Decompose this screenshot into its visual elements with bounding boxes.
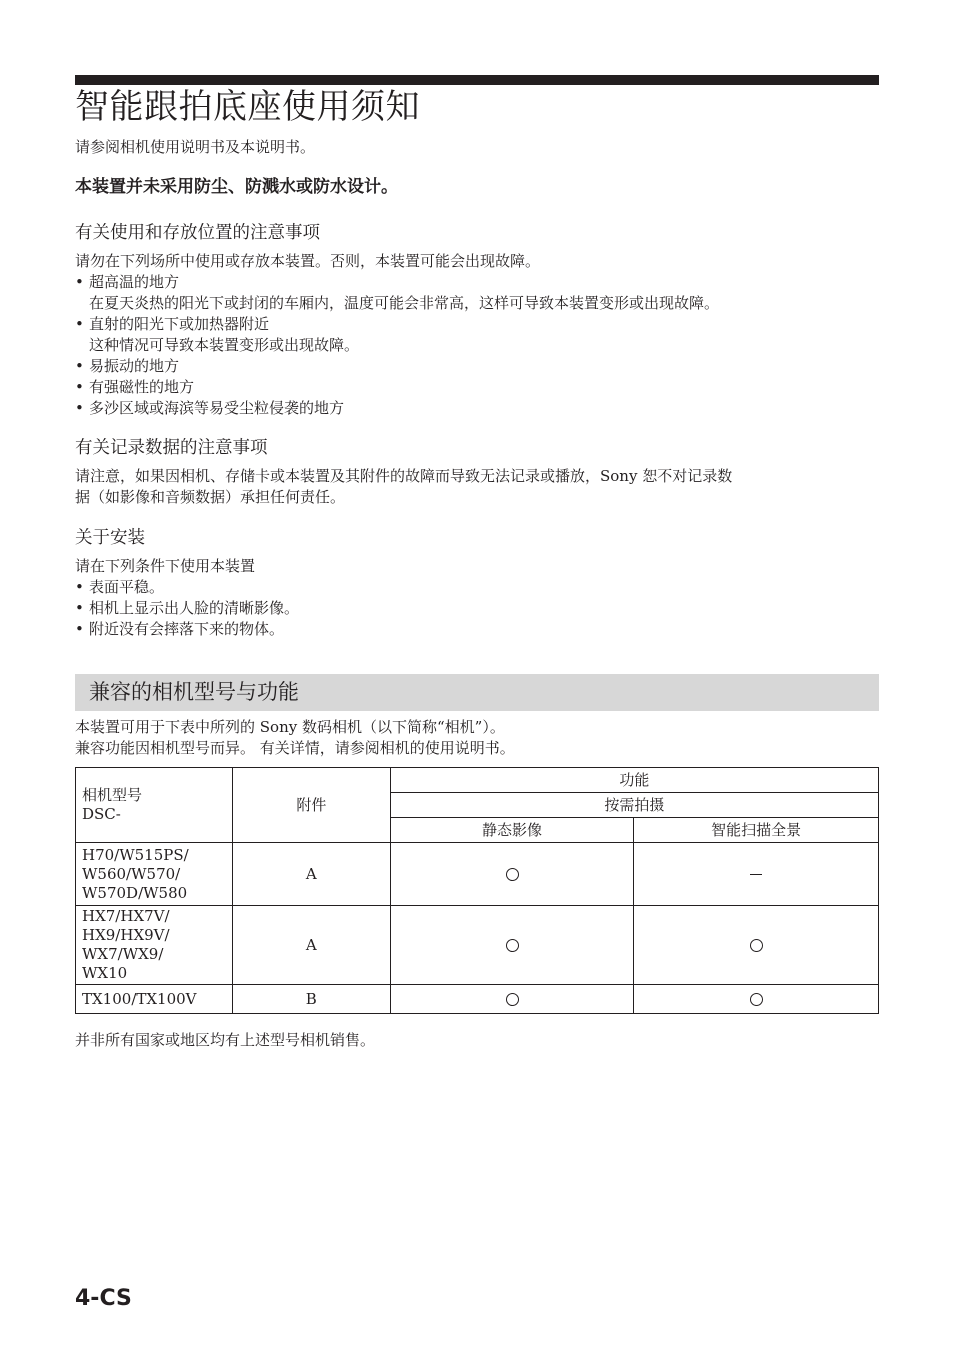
bullet: • [75, 357, 84, 375]
unsupported-dash-icon [750, 874, 762, 875]
still-cell [390, 985, 634, 1014]
list-item-text: 表面平稳。 [89, 578, 165, 596]
list-item-text: 有强磁性的地方 [89, 378, 195, 396]
compat-line-2: 兼容功能因相机型号而异。 有关详情，请参阅相机的使用说明书。 [75, 739, 515, 757]
compat-line-1: 本装置可用于下表中所列的 Sony 数码相机（以下简称“相机”）。 [75, 718, 505, 736]
list-item-text: 相机上显示出人脸的清晰影像。 [89, 599, 300, 617]
bullet: • [75, 578, 84, 596]
bullet: • [75, 399, 84, 417]
bullet: • [75, 620, 84, 638]
compat-heading: 兼容的相机型号与功能 [89, 680, 299, 704]
table-row [76, 843, 879, 906]
function-header: 功能 [390, 768, 878, 793]
list-item [75, 356, 880, 377]
install-list [75, 577, 880, 640]
list-item [75, 619, 880, 640]
accessory-header: 附件 [232, 768, 390, 843]
model-cell [76, 843, 233, 906]
model-cell [76, 985, 233, 1014]
list-item [75, 398, 880, 419]
install-lead: 请在下列条件下使用本装置 [75, 557, 256, 575]
table-row [76, 906, 879, 985]
model-name: TX100/TX100V [82, 989, 197, 1008]
pano-cell [634, 906, 879, 985]
accessory-cell: A [232, 843, 390, 906]
list-item-text: 超高温的地方 [89, 273, 180, 291]
model-cell [76, 906, 233, 985]
table-row [76, 985, 879, 1014]
model-name: WX7/WX9/ [82, 945, 164, 963]
supported-circle-icon [506, 939, 519, 952]
data-text-line-1: 请注意，如果因相机、存储卡或本装置及其附件的故障而导致无法记录或播放，Sony 恕不对记录数 [75, 467, 733, 485]
accessory-cell: B [232, 985, 390, 1014]
supported-circle-icon [506, 868, 519, 881]
model-name: W570D/W580 [82, 883, 188, 902]
footnote: 并非所有国家或地区均有上述型号相机销售。 [75, 1031, 376, 1049]
model-name: HX9/HX9V/ [82, 926, 170, 944]
list-item [75, 314, 880, 356]
model-name: WX10 [82, 964, 128, 982]
accessory-cell: A [232, 906, 390, 985]
storage-lead: 请勿在下列场所中使用或存放本装置。否则，本装置可能会出现故障。 [75, 252, 541, 270]
data-text-line-2: 据（如影像和音频数据）承担任何责任。 [75, 488, 346, 506]
still-header: 静态影像 [390, 818, 634, 843]
list-item [75, 377, 880, 398]
pano-cell [634, 985, 879, 1014]
intro-text: 请参阅相机使用说明书及本说明书。 [75, 138, 316, 156]
list-item [75, 577, 880, 598]
list-item-text: 多沙区域或海滨等易受尘粒侵袭的地方 [89, 399, 345, 417]
bullet: • [75, 315, 84, 333]
compat-heading-bar [75, 674, 879, 711]
storage-heading: 有关使用和存放位置的注意事项 [75, 223, 320, 243]
model-name: W560/W570/ [82, 864, 181, 883]
ondemand-header: 按需拍摄 [390, 793, 878, 818]
bullet: • [75, 378, 84, 396]
list-item-detail: 在夏天炎热的阳光下或封闭的车厢内，温度可能会非常高，这样可导致本装置变形或出现故障。 [89, 294, 720, 312]
model-header: 相机型号 DSC- [76, 768, 233, 843]
still-cell [390, 843, 634, 906]
list-item-text: 易振动的地方 [89, 357, 180, 375]
data-section [75, 436, 880, 508]
supported-circle-icon [750, 993, 763, 1006]
page-number: 4-CS [75, 1286, 132, 1311]
pano-header: 智能扫描全景 [634, 818, 879, 843]
list-item-text: 直射的阳光下或加热器附近 [89, 315, 270, 333]
install-section [75, 526, 880, 640]
list-item-text: 附近没有会摔落下来的物体。 [89, 620, 285, 638]
install-heading: 关于安装 [75, 528, 145, 548]
list-item [75, 272, 880, 314]
data-heading: 有关记录数据的注意事项 [75, 438, 268, 458]
list-item-detail: 这种情况可导致本装置变形或出现故障。 [89, 336, 360, 354]
supported-circle-icon [750, 939, 763, 952]
compat-table [75, 767, 879, 1014]
pano-cell [634, 843, 879, 906]
compat-intro [75, 717, 515, 759]
list-item [75, 598, 880, 619]
storage-list [75, 272, 880, 419]
model-name: HX7/HX7V/ [82, 907, 170, 925]
storage-section [75, 221, 880, 419]
model-name: H70/W515PS/ [82, 845, 189, 864]
still-cell [390, 906, 634, 985]
bullet: • [75, 599, 84, 617]
page-title: 智能跟拍底座使用须知 [75, 87, 420, 127]
supported-circle-icon [506, 993, 519, 1006]
warning-text: 本装置并未采用防尘、防溅水或防水设计。 [75, 177, 398, 197]
bullet: • [75, 273, 84, 291]
